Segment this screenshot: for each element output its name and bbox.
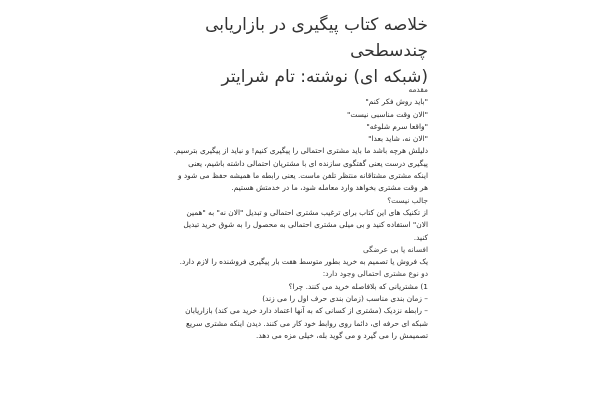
heading-2: جالب نیست؟ [387,195,428,205]
heading-3: افسانه یا بی عرضگی [362,244,428,254]
quote-3: "واقعا سرم شلوغه" [366,121,428,131]
paragraph-1: دلیلش هرچه باشد ما باید مشتری احتمالی را پیگیری کنیم! و نباید از پیگیری بترسیم. پیگیری درست یعنی گفتگوی سازنده ای با مشتریان احتمالی داشته باشیم، یعنی اینکه مشتری مشتاقانه منتظر تلفن ماست. یعنی رابطه ما همیشه حفظ می شود و هر وقت مشتری بخواهد وارد معامله شود، ما در خدمتش هستیم. [173,146,428,193]
quote-4: "الان نه، شاید بعدا" [368,134,428,144]
paragraph-3: یک فروش یا تصمیم به خرید بطور متوسط هفت بار پیگیری فروشنده را لازم دارد. [179,257,428,267]
quote-2: "الان وقت مناسبی نیست" [346,109,428,119]
title-line-2: (شبکه ای) نوشته: تام شرایتر [221,67,428,87]
list-item-1: 1) مشتریانی که بلافاصله خرید می کنند. چرا؟ [288,281,428,291]
document-title [128,12,428,90]
list-item-3: – رابطه نزدیک (مشتری از کسانی که به آنها اعتماد دارد خرید می کند) بازاریابان شبکه ای حرفه ای، دائما روی روابط خود کار می کنند. دیدن اینکه مشتری سریع تصمیمش را می گیرد و می گوید بله، خیلی مزه می دهد. [185,306,428,340]
title-line-1: خلاصه کتاب پیگیری در بازاریابی چندسطحی [205,15,428,61]
heading-4: دو نوع مشتری احتمالی وجود دارد: [322,269,428,279]
document-body [172,84,428,342]
quote-1: "باید روش فکر کنم" [365,97,428,107]
list-item-2: – زمان بندی مناسب (زمان بندی حرف اول را می زند) [262,294,428,304]
intro-heading: مقدمه [408,85,428,94]
paragraph-2: از تکنیک های این کتاب برای ترغیب مشتری احتمالی و تبدیل "الان نه" به "همین الان" استفاده کنید و بی میلی مشتری احتمالی به محصول را به شوق خرید تبدیل کنید. [183,207,428,242]
